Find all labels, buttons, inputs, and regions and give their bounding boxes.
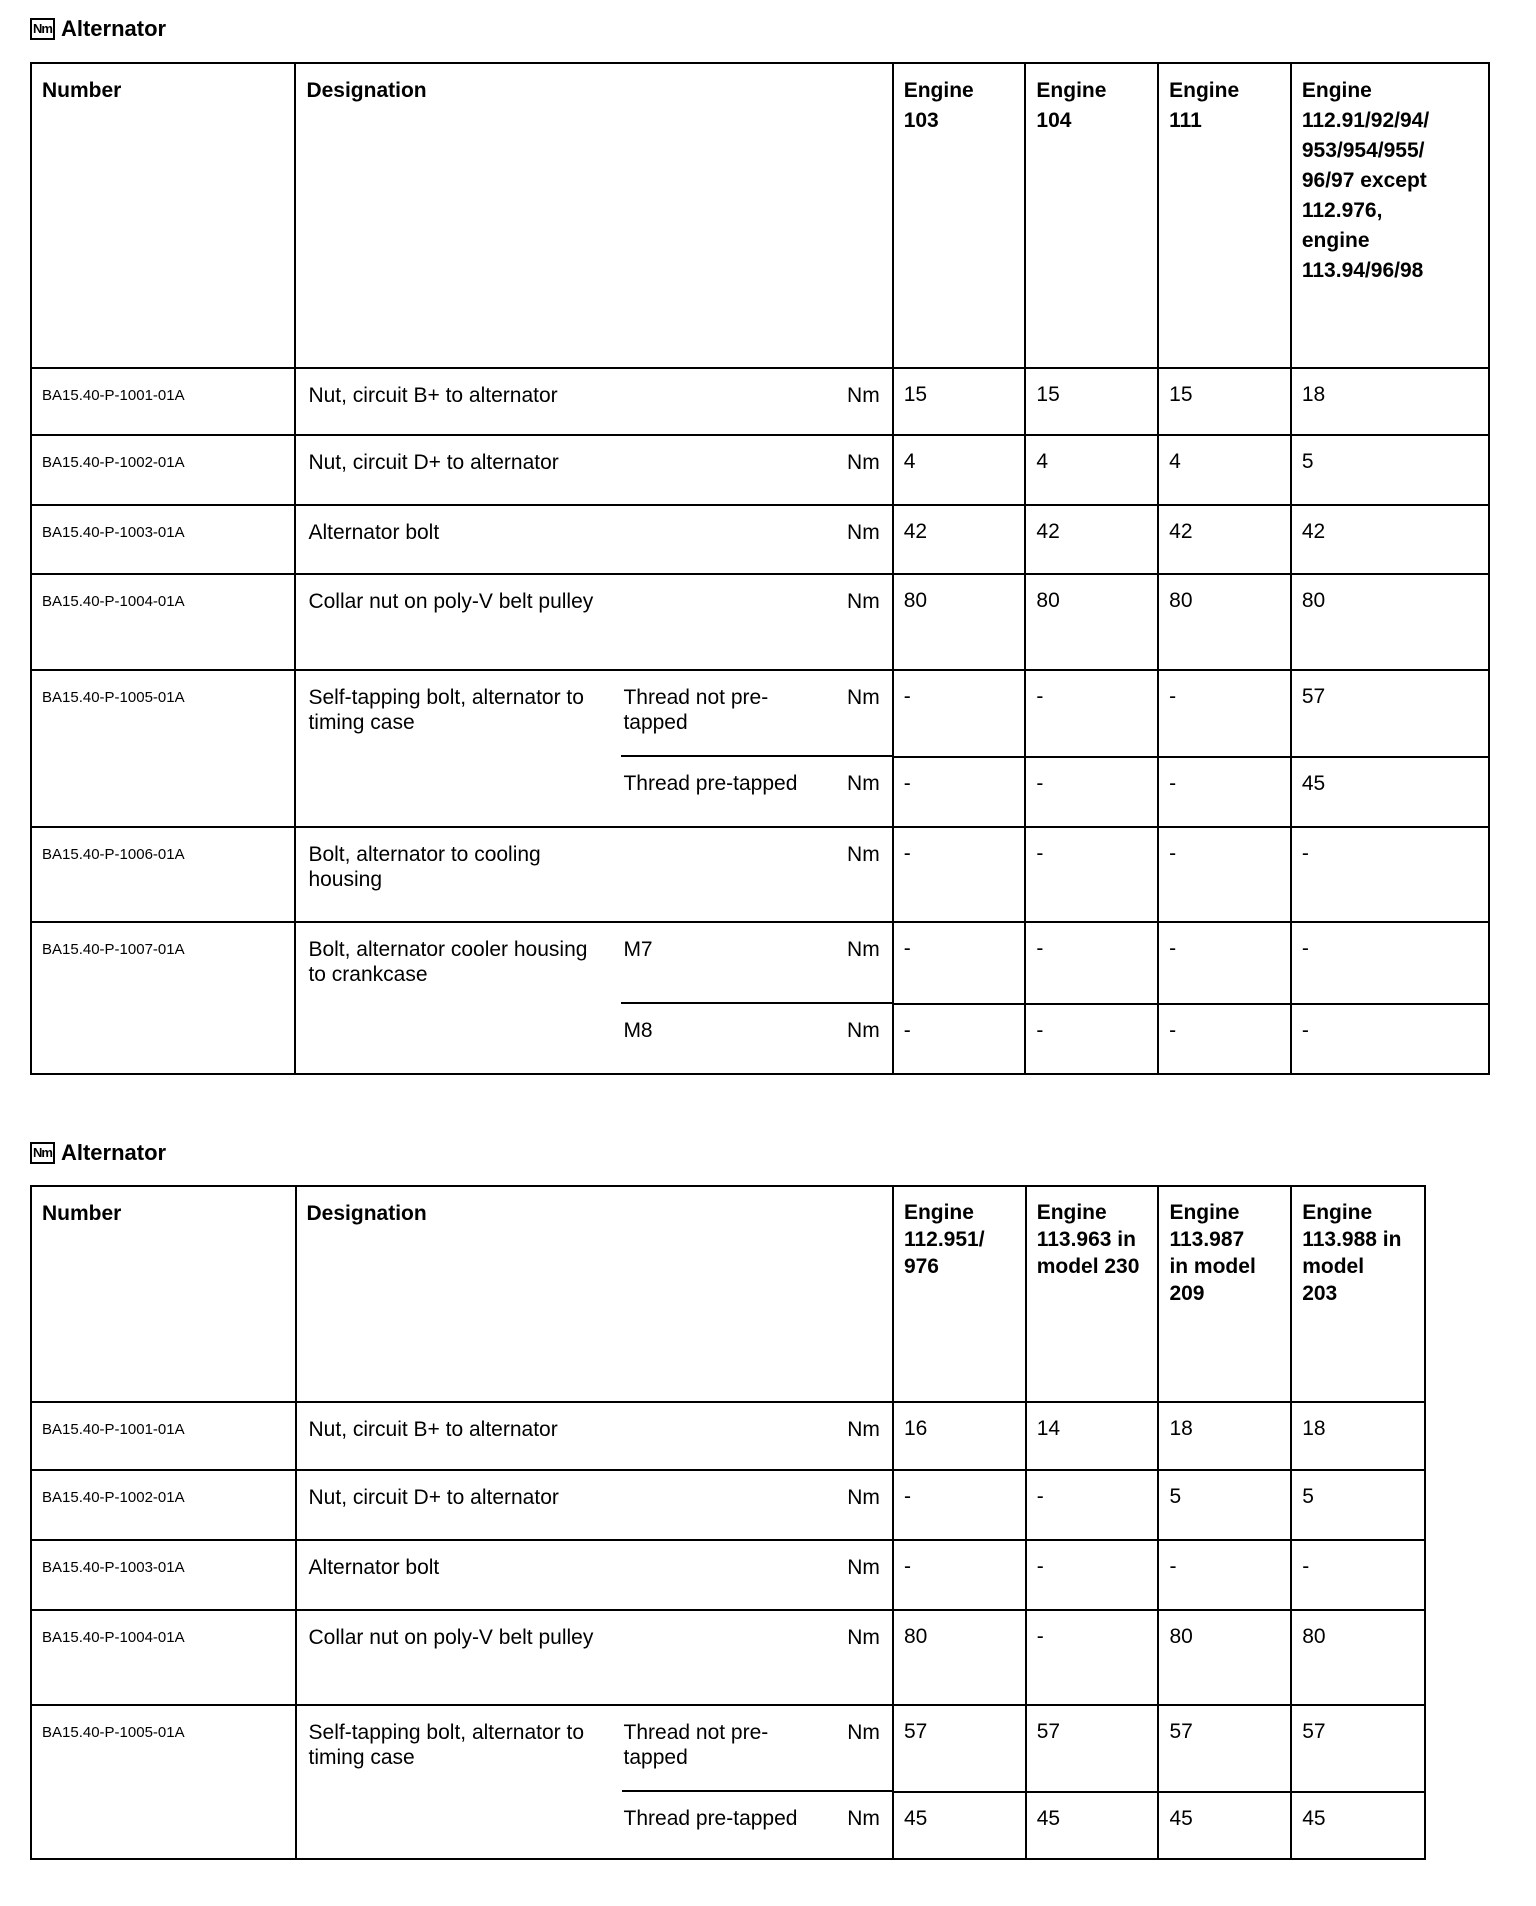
torque-value-cell	[1291, 757, 1489, 827]
engine-header	[894, 64, 1025, 136]
unit-label: Nm	[847, 1556, 880, 1579]
part-number: BA15.40-P-1006-01A	[42, 846, 185, 863]
torque-value-cell	[893, 505, 1026, 574]
torque-value: -	[1301, 937, 1309, 960]
designation-cell	[296, 1792, 893, 1859]
torque-value: 45	[1169, 1807, 1193, 1830]
unit-label: Nm	[847, 843, 880, 866]
torque-value: 45	[1302, 1807, 1326, 1830]
header-designation-label: Designation	[306, 79, 427, 102]
torque-value: -	[1169, 772, 1177, 795]
header-engine-1	[893, 1186, 1026, 1402]
part-number: BA15.40-P-1004-01A	[42, 1629, 185, 1646]
torque-value: 16	[903, 1417, 928, 1440]
torque-value-cell	[1291, 505, 1489, 574]
engine-header-line: Engine	[1036, 1201, 1107, 1224]
designation-text: Self-tapping bolt, alternator to timing case	[308, 686, 584, 734]
torque-value-cell	[1025, 670, 1158, 757]
torque-value-cell	[893, 1540, 1026, 1610]
part-number-cell	[31, 368, 295, 435]
torque-value: 57	[903, 1720, 928, 1743]
torque-value-cell	[1026, 1540, 1159, 1610]
designation-text: Nut, circuit D+ to alternator	[308, 1486, 559, 1509]
table-row	[31, 670, 1489, 757]
torque-value: -	[1169, 685, 1177, 708]
torque-value: 15	[1036, 383, 1060, 406]
torque-value: -	[1036, 937, 1044, 960]
torque-value-cell	[1158, 922, 1291, 1004]
torque-value-cell	[893, 757, 1026, 827]
sub-row-divider	[621, 1002, 891, 1004]
torque-value-cell	[893, 670, 1026, 757]
torque-table-2	[30, 1185, 1426, 1860]
designation-cell	[295, 435, 892, 505]
torque-value-cell	[1291, 574, 1489, 670]
engine-header-line: engine	[1301, 229, 1370, 252]
torque-value: 45	[903, 1807, 928, 1830]
torque-value: 80	[1169, 1625, 1193, 1648]
header-engine-4	[1291, 63, 1489, 368]
torque-value: -	[1169, 937, 1177, 960]
torque-value: 14	[1036, 1417, 1061, 1440]
torque-value: -	[1036, 1019, 1044, 1042]
torque-value: 18	[1301, 383, 1326, 406]
torque-value-cell	[1025, 757, 1158, 827]
part-number-cell	[31, 1610, 296, 1705]
engine-header-line: 113.987	[1169, 1228, 1245, 1251]
torque-value: 57	[1301, 685, 1326, 708]
engine-header-line: 209	[1169, 1282, 1205, 1305]
torque-value: 80	[903, 589, 928, 612]
header-engine-1	[893, 63, 1026, 368]
condition-label: Thread not pre-tapped	[623, 1721, 769, 1769]
section-title-1	[30, 16, 166, 42]
part-number: BA15.40-P-1003-01A	[42, 524, 185, 541]
torque-value-cell	[1158, 505, 1291, 574]
torque-value: 80	[903, 1625, 928, 1648]
torque-value-cell	[1291, 670, 1489, 757]
unit-label: Nm	[847, 938, 880, 961]
torque-value: -	[903, 1019, 911, 1042]
torque-value-cell	[1158, 574, 1291, 670]
torque-value: -	[1169, 1019, 1177, 1042]
part-number-cell	[31, 574, 295, 670]
torque-value: 57	[1036, 1720, 1061, 1743]
torque-value: 80	[1301, 589, 1326, 612]
engine-header-line: model	[1302, 1255, 1365, 1278]
condition-label: Thread pre-tapped	[623, 1807, 798, 1830]
unit-label: Nm	[847, 772, 880, 795]
torque-value-cell	[1025, 922, 1158, 1004]
engine-header-line: 96/97 except	[1301, 169, 1427, 192]
engine-header-line: 113.963 in	[1036, 1228, 1136, 1251]
torque-value-cell	[1025, 368, 1158, 435]
torque-value-cell	[893, 1705, 1026, 1792]
designation-text: Alternator bolt	[308, 521, 440, 544]
torque-value: 15	[903, 383, 928, 406]
designation-text: Self-tapping bolt, alternator to timing case	[308, 1721, 585, 1769]
condition-label: Thread pre-tapped	[623, 772, 798, 795]
torque-value: 5	[1302, 1485, 1314, 1508]
part-number: BA15.40-P-1005-01A	[42, 689, 185, 706]
torque-value-cell	[1158, 757, 1291, 827]
torque-value: 42	[1036, 520, 1060, 543]
unit-label: Nm	[847, 1626, 880, 1649]
torque-value-cell	[1291, 1705, 1425, 1792]
torque-value-cell	[1025, 505, 1158, 574]
designation-text: Nut, circuit B+ to alternator	[308, 1418, 558, 1441]
engine-header-line: 976	[903, 1255, 939, 1278]
designation-text: Collar nut on poly-V belt pulley	[308, 1626, 594, 1649]
part-number: BA15.40-P-1004-01A	[42, 593, 185, 610]
header-row	[31, 1186, 1425, 1402]
torque-value-cell	[1158, 670, 1291, 757]
engine-header-line: Engine	[1301, 79, 1372, 102]
torque-value-cell	[1158, 1004, 1291, 1074]
torque-value-cell	[1158, 1402, 1291, 1470]
torque-value: 45	[1301, 772, 1326, 795]
header-engine-4	[1291, 1186, 1425, 1402]
header-number	[31, 63, 295, 368]
unit-label: Nm	[847, 1807, 880, 1830]
torque-value: 80	[1036, 589, 1060, 612]
torque-value-cell	[893, 1402, 1026, 1470]
table-row	[31, 922, 1489, 1004]
torque-value: 57	[1302, 1720, 1326, 1743]
torque-value-cell	[1025, 435, 1158, 505]
part-number: BA15.40-P-1003-01A	[42, 1559, 185, 1576]
engine-header-line: 103	[903, 109, 939, 132]
section-title-text: Alternator	[60, 1140, 167, 1165]
torque-value: 57	[1169, 1720, 1193, 1743]
designation-text: Collar nut on poly-V belt pulley	[308, 590, 594, 613]
part-number-cell	[31, 505, 295, 574]
torque-value: 15	[1169, 383, 1193, 406]
header-designation-label: Designation	[306, 1202, 427, 1225]
designation-text: Alternator bolt	[308, 1556, 440, 1579]
torque-value-cell	[893, 435, 1026, 505]
engine-header-line: 111	[1169, 109, 1202, 132]
torque-value-cell	[1291, 435, 1489, 505]
torque-value: -	[1036, 1485, 1044, 1508]
designation-cell	[295, 922, 892, 1004]
torque-value-cell	[1291, 922, 1489, 1004]
torque-value: -	[903, 937, 911, 960]
torque-value: -	[1169, 1555, 1177, 1578]
torque-value-cell	[1025, 1004, 1158, 1074]
engine-header-line: 112.951/	[903, 1228, 985, 1251]
torque-value-cell	[893, 368, 1026, 435]
engine-header	[894, 1187, 1025, 1280]
engine-header-line: 112.976,	[1301, 199, 1383, 222]
torque-nm-icon: Nm	[30, 1142, 55, 1164]
engine-header-line: Engine	[1169, 1201, 1240, 1224]
header-designation	[296, 1186, 893, 1402]
designation-cell	[295, 670, 892, 757]
header-row	[31, 63, 1489, 368]
part-number: BA15.40-P-1002-01A	[42, 1489, 185, 1506]
unit-label: Nm	[847, 1721, 880, 1744]
section-title-2	[30, 1140, 166, 1166]
torque-nm-icon: Nm	[30, 18, 55, 40]
table-row	[31, 435, 1489, 505]
part-number-cell	[31, 670, 295, 827]
torque-value-cell	[893, 922, 1026, 1004]
designation-cell	[296, 1610, 893, 1705]
designation-cell	[295, 574, 892, 670]
torque-value-cell	[1291, 1004, 1489, 1074]
part-number: BA15.40-P-1001-01A	[42, 1421, 185, 1438]
designation-cell	[295, 827, 892, 922]
torque-value: -	[1301, 842, 1309, 865]
engine-header-line: 203	[1302, 1282, 1338, 1305]
torque-value: -	[1036, 1625, 1044, 1648]
engine-header	[1026, 64, 1157, 136]
part-number-cell	[31, 827, 295, 922]
torque-value-cell	[893, 1792, 1026, 1859]
table-row	[31, 505, 1489, 574]
torque-value-cell	[1158, 435, 1291, 505]
part-number-cell	[31, 922, 295, 1074]
designation-cell	[295, 1004, 892, 1074]
engine-header-line: Engine	[903, 79, 974, 102]
header-designation	[295, 63, 892, 368]
torque-value: -	[1036, 1555, 1044, 1578]
designation-text: Bolt, alternator to cooling housing	[308, 843, 541, 891]
header-engine-3	[1158, 63, 1291, 368]
designation-cell	[296, 1402, 893, 1470]
engine-header	[1159, 64, 1290, 136]
engine-header-line: in model	[1169, 1255, 1256, 1278]
torque-value-cell	[893, 1004, 1026, 1074]
torque-value: 4	[1036, 450, 1049, 473]
designation-text: Nut, circuit D+ to alternator	[308, 451, 559, 474]
unit-label: Nm	[847, 384, 880, 407]
engine-header-line: Engine	[1169, 79, 1240, 102]
torque-value-cell	[1291, 827, 1489, 922]
header-number	[31, 1186, 296, 1402]
engine-header	[1027, 1187, 1158, 1280]
designation-text: Nut, circuit B+ to alternator	[308, 384, 558, 407]
table-row	[31, 368, 1489, 435]
designation-cell	[295, 368, 892, 435]
torque-value: 45	[1036, 1807, 1061, 1830]
torque-value-cell	[1158, 1705, 1291, 1792]
header-engine-3	[1158, 1186, 1291, 1402]
torque-value-cell	[1158, 1792, 1291, 1859]
torque-value: -	[1169, 842, 1177, 865]
torque-value: 18	[1169, 1417, 1193, 1440]
torque-value: 5	[1169, 1485, 1182, 1508]
torque-value-cell	[1291, 368, 1489, 435]
part-number-cell	[31, 1470, 296, 1540]
engine-header-line: Engine	[1302, 1201, 1373, 1224]
torque-value: -	[903, 1485, 911, 1508]
torque-value-cell	[893, 1470, 1026, 1540]
torque-value-cell	[1291, 1402, 1425, 1470]
designation-cell	[296, 1540, 893, 1610]
part-number-cell	[31, 1402, 296, 1470]
torque-value-cell	[893, 574, 1026, 670]
engine-header	[1159, 1187, 1290, 1307]
torque-value: -	[1036, 772, 1044, 795]
torque-value: -	[1036, 842, 1044, 865]
torque-value: 4	[1169, 450, 1181, 473]
torque-value: -	[903, 1555, 911, 1578]
part-number: BA15.40-P-1007-01A	[42, 941, 185, 958]
torque-value-cell	[1291, 1540, 1425, 1610]
engine-header-line: model 230	[1036, 1255, 1140, 1278]
torque-value: 80	[1169, 589, 1193, 612]
designation-cell	[295, 505, 892, 574]
torque-value-cell	[1025, 574, 1158, 670]
table-row	[31, 1540, 1425, 1610]
torque-value: 18	[1302, 1417, 1326, 1440]
engine-header-line: 113.988 in	[1302, 1228, 1402, 1251]
torque-value-cell	[1026, 1402, 1159, 1470]
table-row	[31, 1470, 1425, 1540]
torque-value: -	[903, 772, 911, 795]
designation-cell	[296, 1470, 893, 1540]
table-row	[31, 827, 1489, 922]
engine-header-line: 112.91/92/94/	[1301, 109, 1430, 132]
engine-header-line: Engine	[903, 1201, 974, 1224]
unit-label: Nm	[847, 686, 880, 709]
unit-label: Nm	[847, 590, 880, 613]
engine-header-line: 104	[1036, 109, 1072, 132]
part-number: BA15.40-P-1001-01A	[42, 387, 185, 404]
engine-header-line: 113.94/96/98	[1301, 259, 1424, 282]
unit-label: Nm	[847, 1486, 880, 1509]
torque-value: -	[1036, 685, 1044, 708]
condition-label: Thread not pre-tapped	[623, 686, 769, 734]
table-row	[31, 574, 1489, 670]
header-engine-2	[1025, 63, 1158, 368]
sub-row-divider	[622, 1790, 892, 1792]
torque-value-cell	[1158, 1470, 1291, 1540]
torque-value: -	[903, 685, 911, 708]
part-number-cell	[31, 1540, 296, 1610]
torque-value-cell	[893, 1610, 1026, 1705]
torque-value-cell	[1026, 1610, 1159, 1705]
torque-value: 4	[903, 450, 916, 473]
torque-value: 5	[1301, 450, 1314, 473]
engine-header-line: 953/954/955/	[1301, 139, 1425, 162]
part-number: BA15.40-P-1002-01A	[42, 454, 185, 471]
header-engine-2	[1026, 1186, 1159, 1402]
part-number: BA15.40-P-1005-01A	[42, 1724, 185, 1741]
engine-header-line: Engine	[1036, 79, 1107, 102]
unit-label: Nm	[847, 1019, 880, 1042]
torque-value: -	[903, 842, 911, 865]
torque-value: -	[1302, 1555, 1310, 1578]
designation-cell	[295, 757, 892, 827]
torque-value-cell	[1026, 1792, 1159, 1859]
table-row	[31, 1402, 1425, 1470]
header-number-label: Number	[42, 79, 122, 102]
condition-label: M7	[623, 938, 653, 961]
unit-label: Nm	[847, 451, 880, 474]
torque-value-cell	[1026, 1470, 1159, 1540]
table-row	[31, 1610, 1425, 1705]
torque-value-cell	[1158, 368, 1291, 435]
torque-value-cell	[893, 827, 1026, 922]
torque-value-cell	[1158, 1610, 1291, 1705]
engine-header	[1292, 1187, 1424, 1307]
section-title-text: Alternator	[60, 16, 167, 41]
torque-value-cell	[1026, 1705, 1159, 1792]
torque-value-cell	[1291, 1470, 1425, 1540]
torque-value: 80	[1302, 1625, 1326, 1648]
torque-value-cell	[1291, 1610, 1425, 1705]
unit-label: Nm	[847, 1418, 880, 1441]
torque-value: 42	[1169, 520, 1193, 543]
part-number-cell	[31, 435, 295, 505]
sub-row-divider	[621, 755, 891, 757]
unit-label: Nm	[847, 521, 880, 544]
table-row	[31, 1705, 1425, 1792]
torque-table-1	[30, 62, 1490, 1075]
torque-value-cell	[1291, 1792, 1425, 1859]
engine-header	[1292, 64, 1488, 286]
condition-label: M8	[623, 1019, 653, 1042]
torque-value-cell	[1025, 827, 1158, 922]
designation-text: Bolt, alternator cooler housing to crankcase	[308, 938, 588, 986]
torque-value: -	[1301, 1019, 1309, 1042]
designation-cell	[296, 1705, 893, 1792]
torque-value: 42	[1301, 520, 1326, 543]
torque-value: 42	[903, 520, 928, 543]
header-number-label: Number	[42, 1202, 122, 1225]
part-number-cell	[31, 1705, 296, 1859]
torque-value-cell	[1158, 1540, 1291, 1610]
torque-value-cell	[1158, 827, 1291, 922]
